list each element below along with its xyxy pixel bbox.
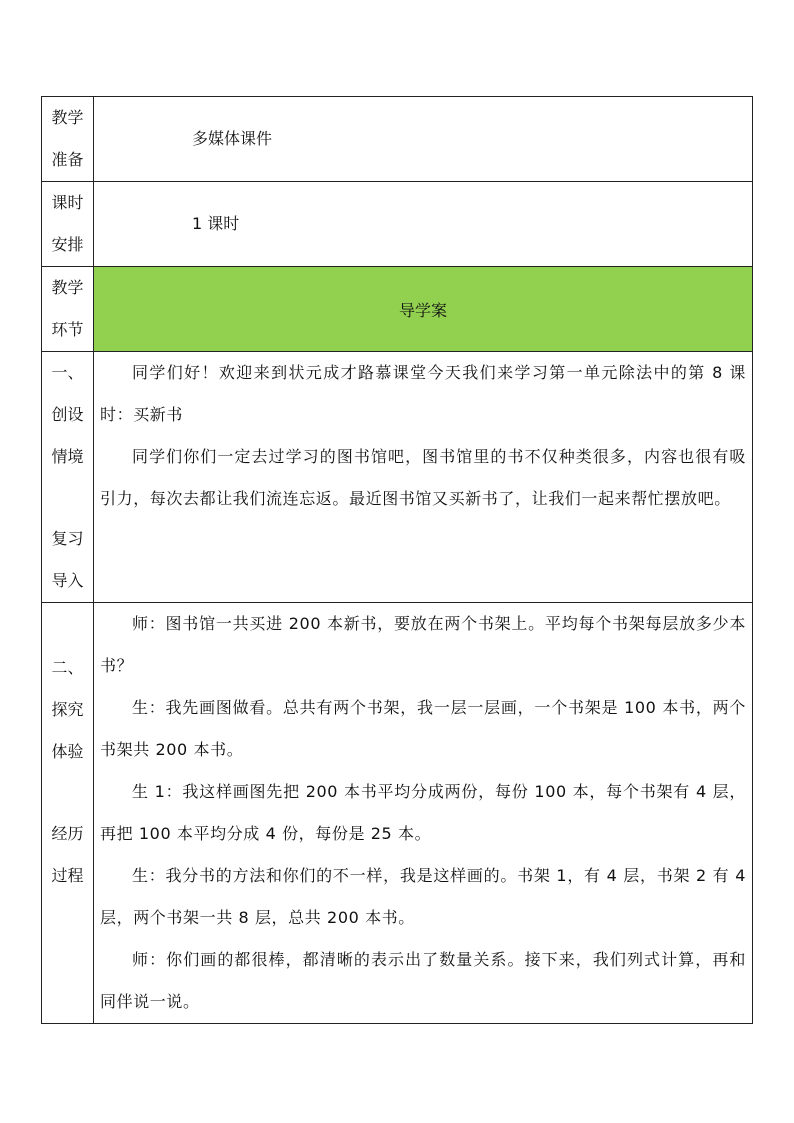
row-class-hours (42, 182, 753, 267)
section-2-paragraph: 生：我先画图做看。总共有两个书架，我一层一层画，一个书架是 100 本书，两个书架共 200 本书。 (100, 698, 746, 759)
lesson-plan-page (41, 96, 752, 1024)
section-2-paragraph: 师：图书馆一共买进 200 本新书，要放在两个书架上。平均每个书架每层放多少本书？ (100, 614, 746, 675)
cell-teaching-prep (94, 97, 753, 182)
cell-class-hours (94, 182, 753, 267)
label-class-hours: 课时 安排 (42, 182, 94, 267)
section-2-paragraph: 生 1：我这样画图先把 200 本书平均分成两份，每份 100 本，每个书架有 4 层，再把 100 本平均分成 4 份，每份是 25 本。 (100, 782, 746, 843)
lesson-plan-table (41, 96, 753, 1024)
row-section-1 (42, 352, 753, 603)
section-2-paragraph: 生：我分书的方法和你们的不一样，我是这样画的。书架 1，有 4 层，书架 2 有 4 层，两个书架一共 8 层，总共 200 本书。 (100, 866, 746, 927)
label-section-1: 一、 创设 情境 复习 导入 (42, 352, 94, 603)
cell-section-2 (94, 603, 753, 1024)
section-1-paragraph: 同学们你们一定去过学习的图书馆吧，图书馆里的书不仅种类很多，内容也很有吸引力，每次去都让我们流连忘返。最近图书馆又买新书了，让我们一起来帮忙摆放吧。 (100, 447, 746, 508)
label-teaching-prep: 教学 准备 (42, 97, 94, 182)
section-1-paragraph: 同学们好！欢迎来到状元成才路慕课堂今天我们来学习第一单元除法中的第 8 课时：买新书 (100, 363, 746, 424)
label-teaching-stage: 教学 环节 (42, 267, 94, 352)
row-teaching-prep (42, 97, 753, 182)
section-2-paragraph: 师：你们画的都很棒，都清晰的表示出了数量关系。接下来，我们列式计算，再和同伴说一说。 (100, 950, 746, 1011)
row-teaching-stage (42, 267, 753, 352)
cell-section-1 (94, 352, 753, 603)
guided-study-header: 导学案 (94, 267, 753, 352)
teaching-prep-value: 多媒体课件 (192, 129, 273, 148)
label-section-2: 二、 探究 体验 经历 过程 (42, 603, 94, 1024)
class-hours-value: 1 课时 (192, 214, 240, 233)
row-section-2 (42, 603, 753, 1024)
